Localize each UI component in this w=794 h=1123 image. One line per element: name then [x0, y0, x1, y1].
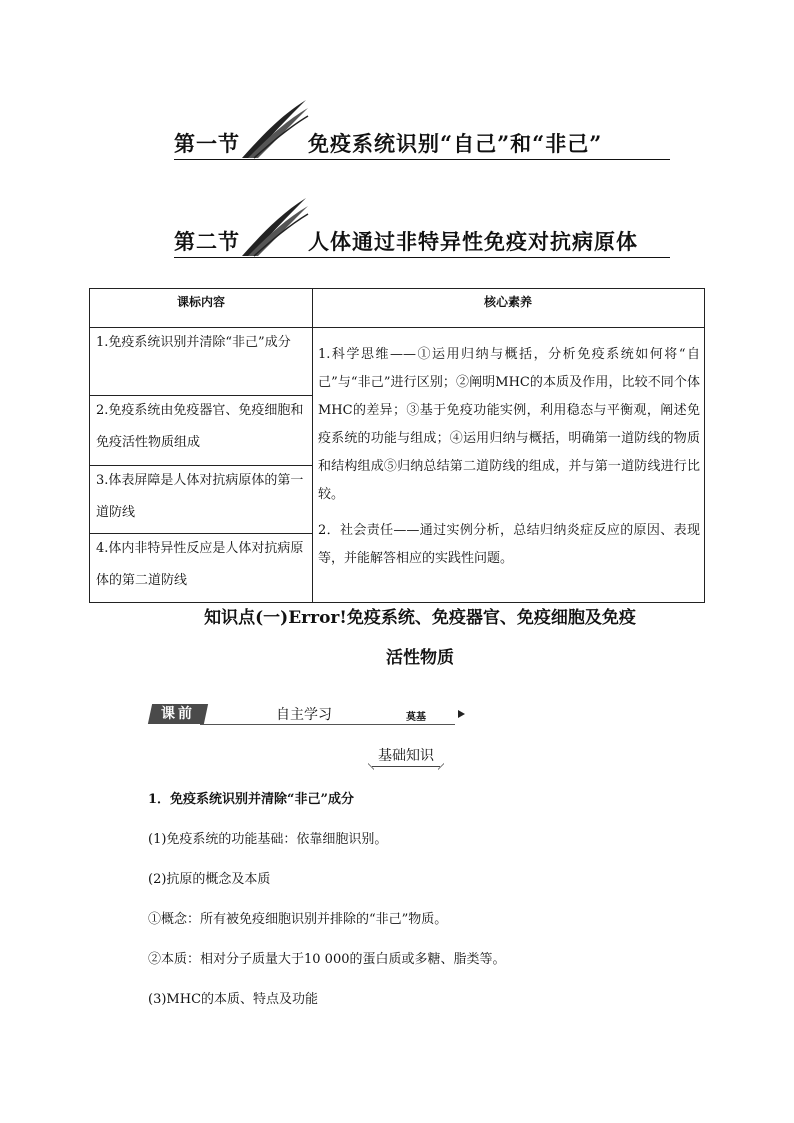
section-number: 第二节	[174, 229, 240, 254]
section-title: 免疫系统识别“自己”和“非己”	[308, 131, 603, 156]
swoosh-icon	[240, 98, 310, 160]
paragraph: (3)MHC的本质、特点及功能	[148, 992, 319, 1007]
banner-title: 自主学习	[276, 707, 332, 723]
section-heading-2	[170, 218, 690, 258]
section-heading-1	[170, 120, 690, 160]
paragraph: ①概念：所有被免疫细胞识别并排除的“非己”物质。	[148, 912, 448, 927]
banner-tag: 课前	[148, 704, 208, 724]
paragraph: 1．免疫系统识别并清除“非己”成分	[148, 792, 355, 807]
section-number: 第一节	[174, 131, 240, 156]
section-underline	[174, 257, 670, 258]
basic-knowledge-label: 基础知识	[372, 746, 440, 767]
swoosh-icon	[240, 196, 310, 258]
core-literacy-1: 1.科学思维——①运用归纳与概括，分析免疫系统如何将“自己”与“非己”进行区别；②阐明MHC的本质及作用，比较不同个体MHC的差异；③基于免疫功能实例，利用稳态与平衡观，阐述免疫系统的功能与组成；④运用归纳与概括，明确第一道防线的物质和结构组成⑤归纳总结第二道防线的组成，并与第一道防线进行比较。	[318, 347, 700, 502]
table-cell: 3.体表屏障是人体对抗病原体的第一道防线	[96, 473, 304, 520]
section-title: 人体通过非特异性免疫对抗病原体	[308, 229, 638, 254]
knowledge-point-title: 知识点(一)Error!免疫系统、免疫器官、免疫细胞及免疫	[204, 608, 636, 628]
table-cell: 2.免疫系统由免疫器官、免疫细胞和免疫活性物质组成	[96, 403, 304, 450]
paragraph: (1)免疫系统的功能基础：依靠细胞识别。	[148, 832, 388, 847]
core-literacy-2: 2．社会责任——通过实例分析，总结归纳炎症反应的原因、表现等，并能解答相应的实践性问题。	[318, 523, 700, 566]
section-underline	[174, 159, 670, 160]
table-cell: 4.体内非特异性反应是人体对抗病原体的第二道防线	[96, 541, 304, 588]
table-header-core: 核心素养	[483, 295, 532, 309]
arrow-right-icon	[458, 710, 465, 718]
section-banner	[150, 704, 465, 726]
paragraph: (2)抗原的概念及本质	[148, 872, 271, 887]
table-cell: 1.免疫系统识别并清除“非己”成分	[96, 335, 291, 350]
curriculum-table	[89, 288, 705, 603]
knowledge-point-title-cont: 活性物质	[386, 648, 454, 668]
banner-subtitle: 莫基	[406, 712, 426, 723]
paragraph: ②本质：相对分子质量大于10 000的蛋白质或多糖、脂类等。	[148, 952, 506, 967]
table-header-curriculum: 课标内容	[176, 295, 225, 309]
